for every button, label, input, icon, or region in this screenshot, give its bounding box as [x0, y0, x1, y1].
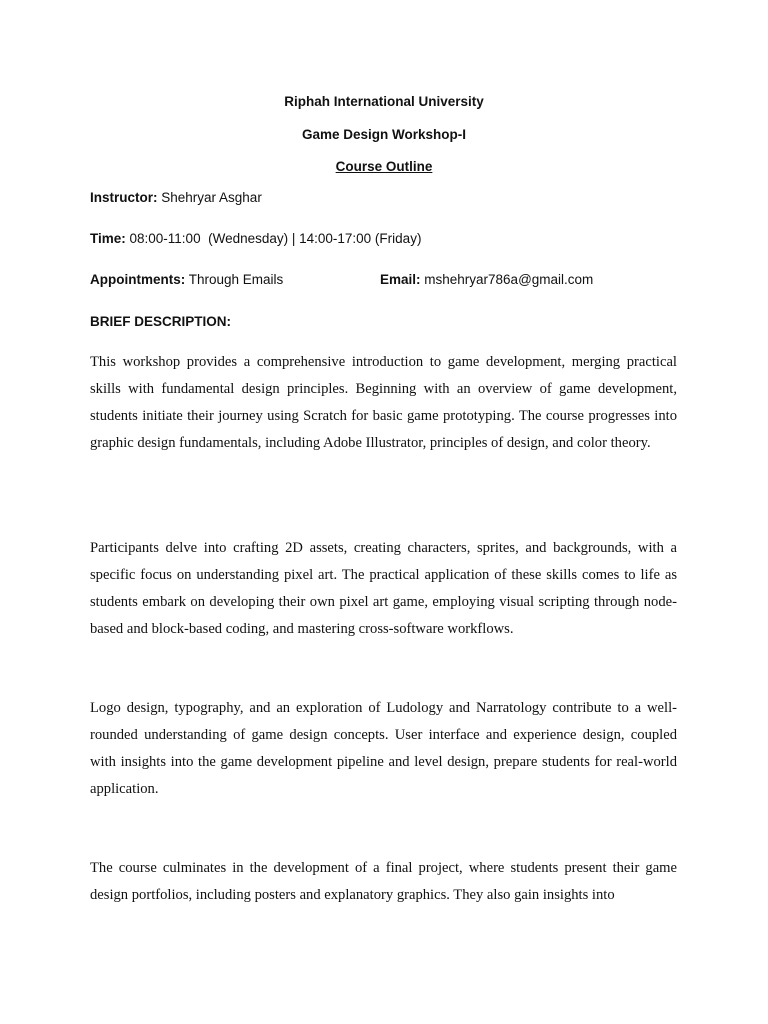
description-paragraph-2: Participants delve into crafting 2D assets, creating characters, sprites, and backgrounds, with a specific focus on understanding pixel art. The practical application of these skills comes to life as students embark on developing their own pixel art game, employing visual scripting through node-based and block-based coding, and mastering cross-software workflows.	[90, 540, 677, 637]
description-heading: BRIEF DESCRIPTION:	[90, 314, 232, 329]
email-value[interactable]: mshehryar786a@gmail.com	[420, 272, 594, 287]
description-paragraph-3: Logo design, typography, and an exploration of Ludology and Narratology contribute to a well-rounded understanding of game design concepts. User interface and experience design, coupled with insights into the game development pipeline and level design, prepare students for real-world application.	[90, 700, 677, 797]
email-label: Email:	[380, 272, 421, 287]
description-paragraph-1: This workshop provides a comprehensive introduction to game development, merging practical skills with fundamental design principles. Beginning with an overview of game development, students initiate their journey using Scratch for basic game prototyping. The course progresses into graphic design fundamentals, including Adobe Illustrator, principles of design, and color theory.	[90, 354, 677, 451]
time-label: Time:	[90, 231, 126, 246]
appointments-line	[90, 271, 283, 289]
description-paragraph-4: The course culminates in the development of a final project, where students present their game design portfolios, including posters and explanatory graphics. They also gain insights into	[90, 860, 677, 903]
appointments-value: Through Emails	[185, 272, 284, 287]
course-title: Game Design Workshop-I	[301, 127, 467, 142]
appointments-label: Appointments:	[90, 272, 186, 287]
instructor-line	[90, 189, 262, 207]
instructor-value: Shehryar Asghar	[157, 190, 262, 205]
email-line	[380, 271, 593, 289]
time-value: 08:00-11:00 (Wednesday) | 14:00-17:00 (Friday)	[125, 231, 422, 246]
university-title: Riphah International University	[284, 94, 484, 109]
time-line	[90, 230, 421, 248]
instructor-label: Instructor:	[90, 190, 158, 205]
outline-heading: Course Outline	[335, 159, 433, 174]
